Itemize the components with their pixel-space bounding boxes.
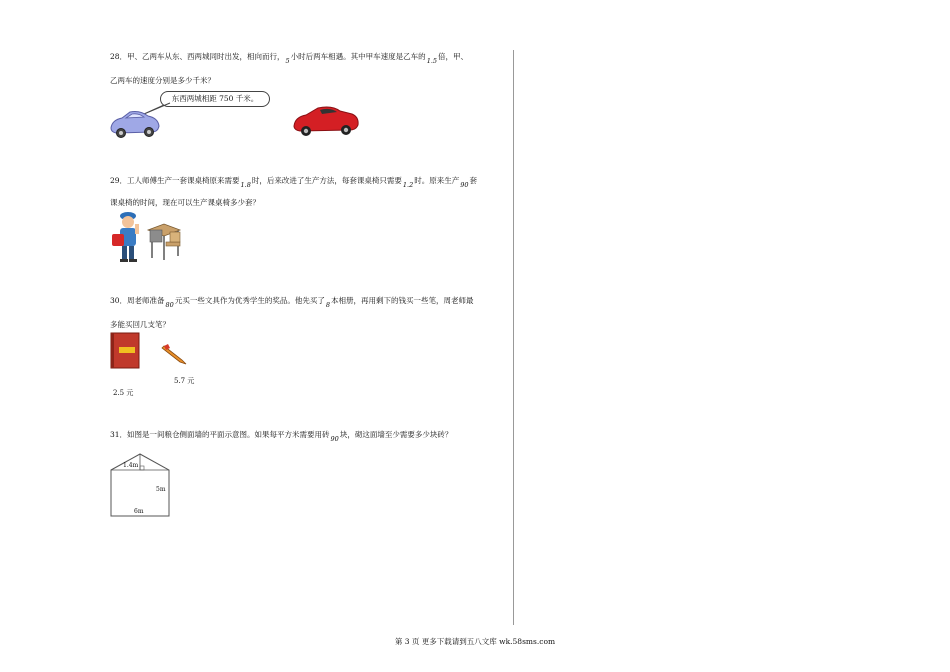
column-divider xyxy=(513,50,514,625)
q29-text-d: 套 xyxy=(469,176,478,185)
q28-text-c: 倍，甲、 xyxy=(438,52,469,61)
q31-text-b: 块，砌这面墙至少需要多少块砖？ xyxy=(339,430,453,439)
q31-line1 xyxy=(110,430,453,443)
album-price-label: 2.5 元 xyxy=(113,389,134,397)
pen-price-label: 5.7 元 xyxy=(174,377,195,385)
q29-sets: 90 xyxy=(460,181,469,189)
q29-text-a: 29．工人师傅生产一套课桌椅原来需要 xyxy=(110,176,240,185)
q29-new-time: 1.2 xyxy=(402,181,414,189)
q29-old-time: 1.8 xyxy=(240,181,251,189)
q28-hours: 5 xyxy=(285,57,290,65)
q29-line2: 课桌椅的时间，现在可以生产课桌椅多少套？ xyxy=(110,198,260,207)
q30-money: 80 xyxy=(165,301,174,309)
q29-text-b: 时，后来改进了生产方法，每套课桌椅只需要 xyxy=(251,176,402,185)
q28-line2: 乙两车的速度分别是多少千米？ xyxy=(110,76,215,85)
wall-width-label: 6m xyxy=(134,508,144,515)
roof-height-label: 1.4m xyxy=(123,462,139,469)
q30-line2: 多能买回几支笔？ xyxy=(110,320,170,329)
q28-ratio: 1.5 xyxy=(426,57,438,65)
q28-text-b: 小时后两车相遇。其中甲车速度是乙车的 xyxy=(290,52,426,61)
desk-chair-icon xyxy=(144,220,184,262)
q30-text-a: 30．周老师准备 xyxy=(110,296,165,305)
album-icon xyxy=(110,332,142,370)
distance-speech-bubble: 东西两城相距 750 千米。 xyxy=(160,91,270,107)
red-car-icon xyxy=(292,102,360,138)
wall-height-label: 5m xyxy=(156,486,166,493)
q29-line1 xyxy=(110,176,478,189)
q30-text-c: 本相册，再用剩下的钱买一些笔，周老师最 xyxy=(330,296,474,305)
q30-albums: 8 xyxy=(325,301,330,309)
q29-text-c: 时。原来生产 xyxy=(414,176,460,185)
q28-line1 xyxy=(110,52,469,65)
q28-text-a: 28．甲、乙两车从东、西两城同时出发，相向而行， xyxy=(110,52,285,61)
q31-text-a: 31．如图是一间粮仓侧面墙的平面示意图。如果每平方米需要用砖 xyxy=(110,430,330,439)
pen-icon xyxy=(160,340,190,368)
silver-car-icon xyxy=(108,108,160,138)
page-footer: 第 3 页 更多下载请到五八文库 wk.58sms.com xyxy=(394,637,556,646)
worker-icon xyxy=(108,210,142,264)
q30-line1 xyxy=(110,296,474,309)
q30-text-b: 元买一些文具作为优秀学生的奖品。他先买了 xyxy=(174,296,325,305)
q31-bricks: 90 xyxy=(330,435,339,443)
